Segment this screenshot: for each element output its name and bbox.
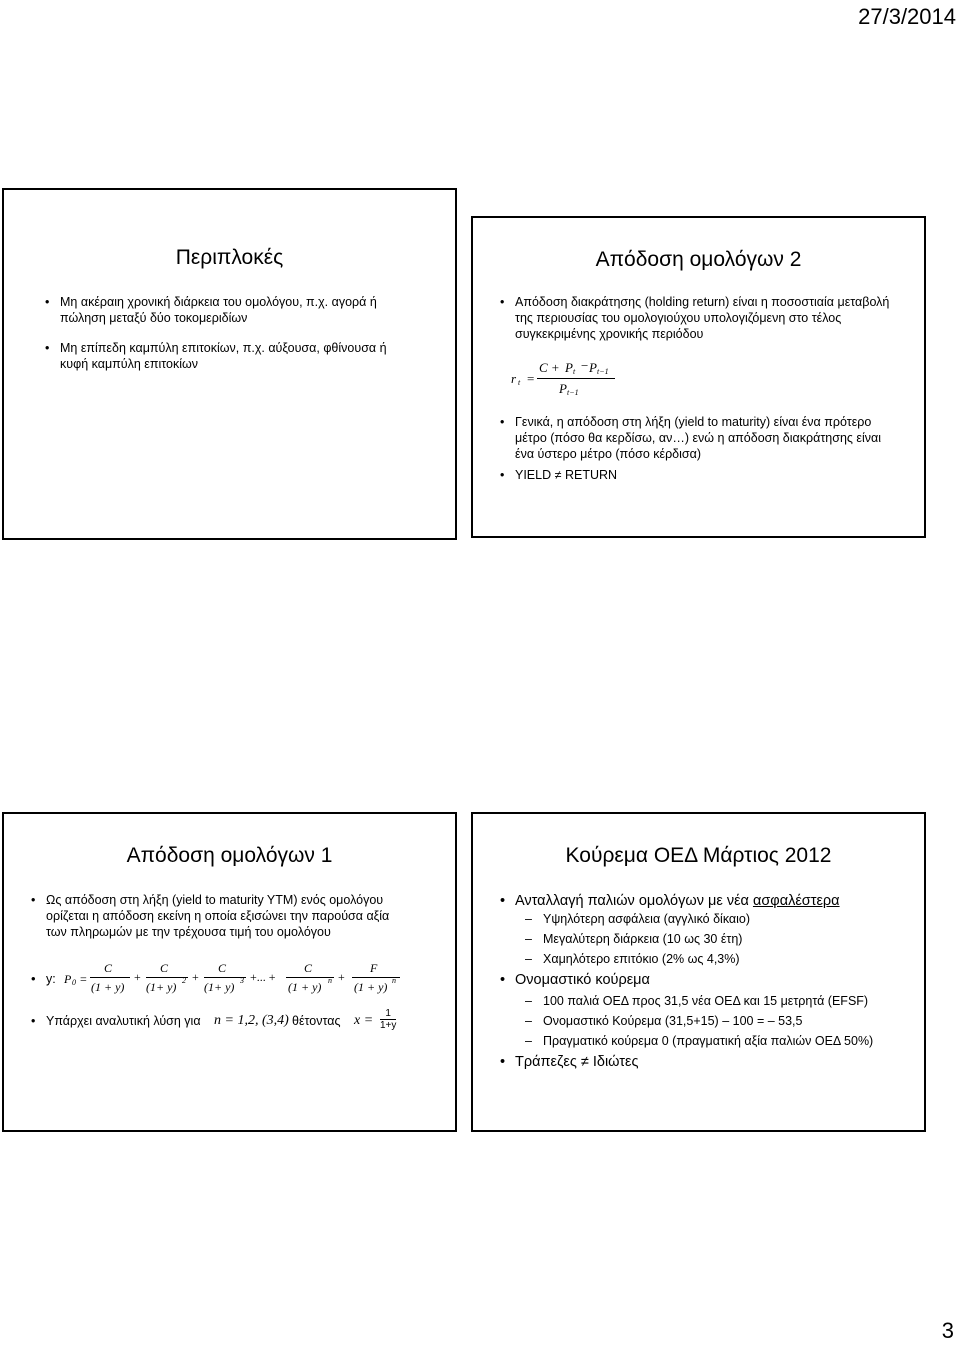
face-value-den: (1 + y)	[354, 980, 388, 994]
termn-den: (1 + y)	[288, 980, 322, 994]
individuals-word: Ιδιώτες	[592, 1054, 639, 1070]
not-equal-symbol: ≠	[580, 1054, 589, 1070]
bullet-item	[497, 467, 890, 483]
x-frac-den: 1+y	[380, 1020, 397, 1031]
ytm-formula	[64, 959, 424, 999]
slide-title: Απόδοση ομολόγων 2	[595, 248, 802, 271]
sub-item: – Ονομαστικό Κούρεμα (31,5+15) – 100 = – 53,5	[497, 1013, 904, 1029]
formula-num-c: C +	[539, 360, 560, 375]
bullet-item: • Απόδοση διακράτησης (holding return) είναι η ποσοστιαία μεταβολή της περιουσίας του ομολογιούχου υπολογιζόμενη στο τέλος συγκεκριμένης χρονικής περιόδου	[497, 294, 890, 342]
bullet1-underlined: ασφαλέστερα	[752, 893, 840, 909]
formula-num-p2: P	[589, 360, 597, 375]
bullet-dot: •	[31, 1014, 36, 1028]
formula-den-sub: t−1	[567, 388, 579, 397]
slide-complications	[2, 188, 457, 540]
term1-num: C	[104, 961, 113, 975]
term2-exp: 2	[182, 976, 186, 985]
slide-psi-haircut	[471, 812, 926, 1132]
analytic-text2: θέτοντας	[292, 1014, 341, 1028]
page-number: 3	[941, 1318, 954, 1343]
slide-title: Περιπλοκές	[175, 246, 284, 269]
bullet-item	[497, 1053, 904, 1072]
formula-minus: −	[581, 358, 589, 373]
fraction-bar	[90, 977, 130, 978]
plus-sign: +	[134, 970, 141, 984]
formula-num-p: P	[565, 360, 573, 375]
term2-den: (1+ y)	[146, 980, 177, 994]
term3-num: C	[218, 961, 227, 975]
bullet-item: • Ως απόδοση στη λήξη (yield to maturity YTM) ενός ομολόγου ορίζεται η απόδοση εκείνη η οποία εξισώνει την παρούσα αξία των πληρωμών με την τρέχουσα τιμή του ομολόγου	[28, 892, 407, 940]
term2-num: C	[160, 961, 169, 975]
sub-item: – Υψηλότερη ασφάλεια (αγγλικό δίκαιο)	[497, 911, 904, 927]
x-fraction	[380, 1008, 396, 1031]
formula-label: y:	[46, 972, 56, 986]
face-value-num: F	[370, 961, 378, 975]
term1-den: (1 + y)	[91, 980, 125, 994]
analytic-text: Υπάρχει αναλυτική λύση για	[46, 1014, 201, 1028]
formula-eq: =	[80, 972, 87, 986]
sub-item: – Χαμηλότερο επιτόκιο (2% ως 4,3%)	[497, 951, 904, 967]
sub-item: – Πραγματικό κούρεμα 0 (πραγματική αξία παλιών ΟΕΔ 50%)	[497, 1033, 904, 1049]
not-equal-symbol: ≠	[554, 468, 562, 482]
banks-word: Τράπεζες	[515, 1054, 577, 1070]
bullet-item: • Μη επίπεδη καμπύλη επιτοκίων, π.χ. αύξουσα, φθίνουσα ή κυφή καμπύλη επιτοκίων	[42, 340, 405, 372]
face-value-exp: n	[392, 976, 396, 985]
term3-den: (1+ y)	[204, 980, 235, 994]
slide-bond-yield-1	[2, 812, 457, 1132]
plus-sign: +	[338, 970, 345, 984]
slide-title: Απόδοση ομολόγων 1	[126, 844, 333, 867]
bullet1-text: Ανταλλαγή παλιών ομολόγων με νέα	[515, 893, 749, 909]
bullet-item: • Γενικά, η απόδοση στη λήξη (yield to maturity) είναι ένα πρότερο μέτρο (πόσο θα κερδίσω, αν…) ενώ η απόδοση διακράτησης είναι ένα ύστερο μέτρο (πόσο κέρδισα)	[497, 414, 890, 462]
termn-num: C	[304, 961, 313, 975]
bullet-item: • Μη ακέραιη χρονική διάρκεια του ομολόγου, π.χ. αγορά ή πώληση μεταξύ δύο τοκομεριδίων	[42, 294, 405, 326]
fraction-bar	[286, 977, 334, 978]
yield-word: YIELD	[515, 468, 552, 482]
analytic-x: x =	[354, 1013, 374, 1028]
formula-eq: =	[527, 371, 535, 386]
termn-exp: n	[328, 976, 332, 985]
formula-num-p-sub: t	[573, 367, 576, 376]
header-date: 27/3/2014	[858, 4, 956, 29]
analytic-solution-row	[28, 1008, 448, 1036]
bullet-item	[497, 892, 904, 911]
ytm-formula-row	[28, 959, 438, 999]
sub-item: – 100 παλιά ΟΕΔ προς 31,5 νέα ΟΕΔ και 15 μετρητά (EFSF)	[497, 993, 904, 1009]
formula-den-p: P	[559, 381, 567, 396]
formula-num-p2-sub: t−1	[597, 367, 609, 376]
formula-r-sub: t	[518, 378, 521, 387]
ellipsis: +... +	[250, 970, 276, 984]
plus-sign: +	[192, 970, 199, 984]
slide-bond-yield-2	[471, 216, 926, 538]
x-frac-num: 1	[380, 1008, 396, 1020]
sub-item: – Μεγαλύτερη διάρκεια (10 ως 30 έτη)	[497, 931, 904, 947]
bullet-item: • Ονομαστικό κούρεμα	[497, 971, 904, 990]
formula-p0: P	[64, 972, 72, 986]
return-word: RETURN	[564, 468, 618, 482]
formula-p0-sub: 0	[72, 978, 76, 987]
holding-return-formula	[509, 356, 649, 400]
formula-r: r	[511, 371, 517, 386]
analytic-n-values: n = 1,2, (3,4)	[214, 1013, 289, 1028]
bullet-dot: •	[31, 971, 36, 986]
term3-exp: 3	[240, 976, 244, 985]
slide-title: Κούρεμα ΟΕΔ Μάρτιος 2012	[565, 844, 832, 867]
fraction-bar	[537, 378, 615, 379]
